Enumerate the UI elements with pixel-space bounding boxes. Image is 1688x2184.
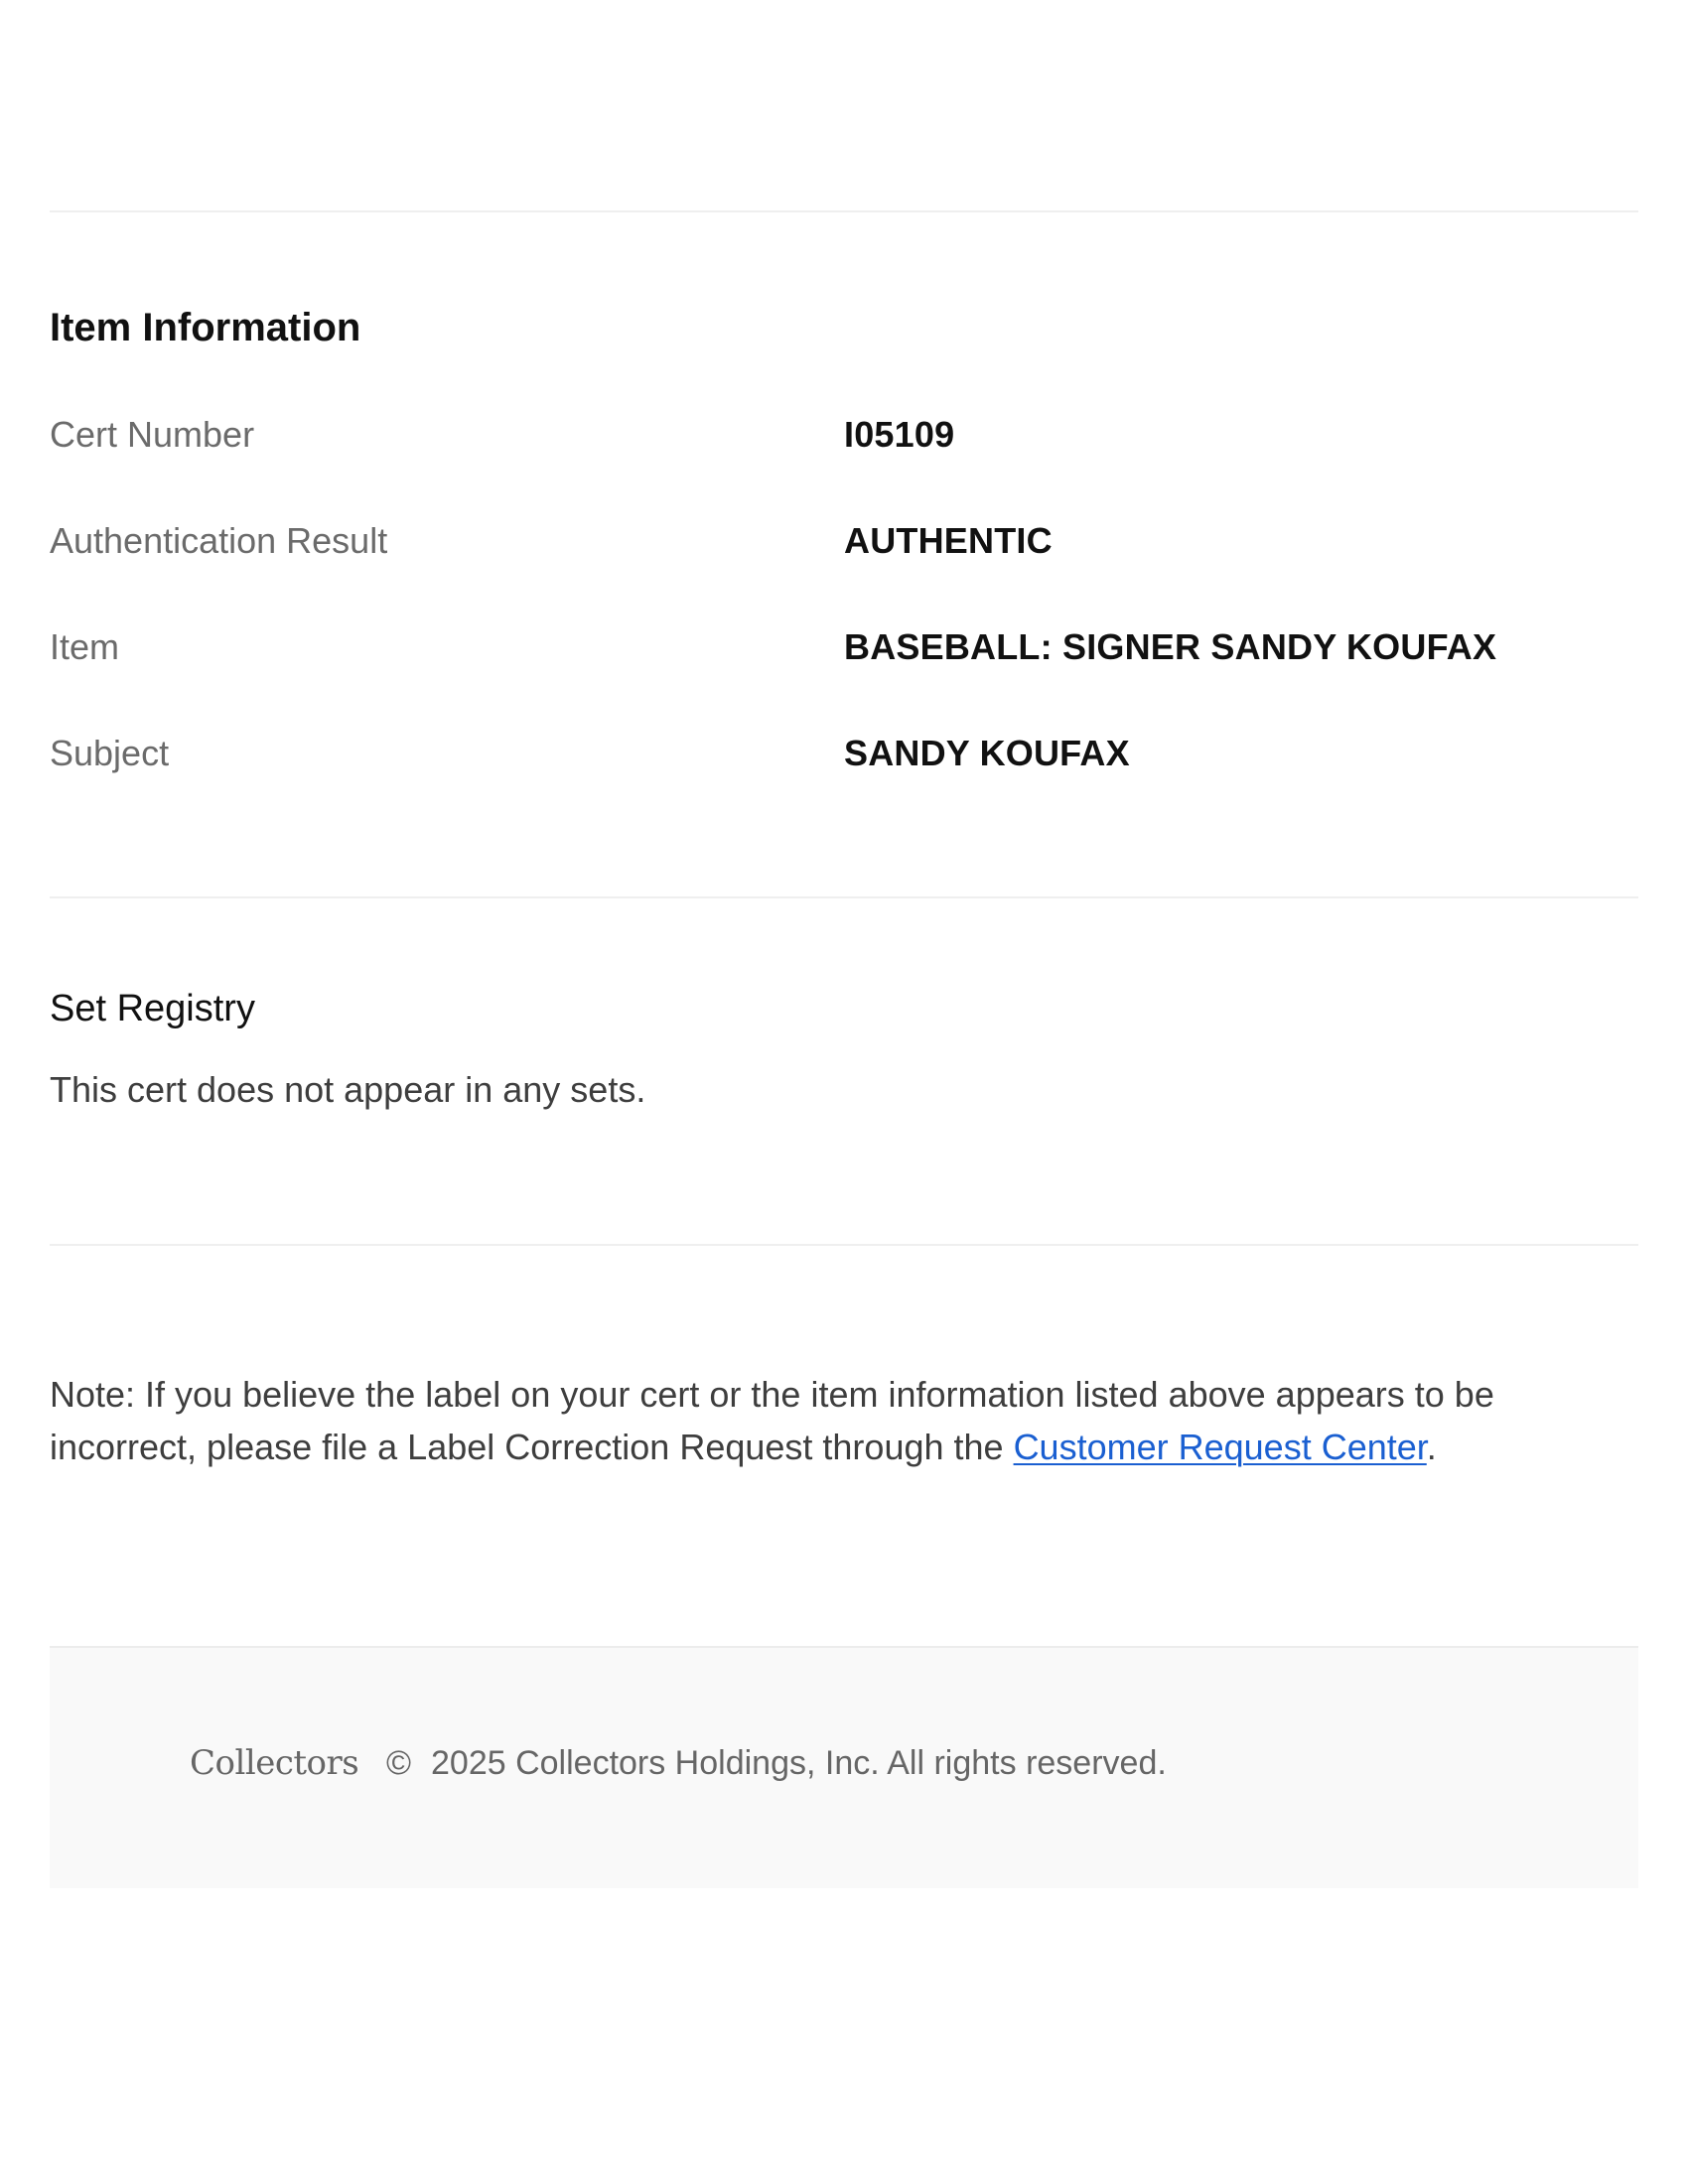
section-divider — [50, 1244, 1638, 1246]
top-divider — [50, 210, 1638, 212]
authentication-result-value: AUTHENTIC — [844, 520, 1053, 561]
note-text-end: . — [1426, 1427, 1437, 1467]
info-label: Authentication Result — [50, 520, 388, 561]
cert-number-value: I05109 — [844, 414, 955, 455]
customer-request-center-link[interactable]: Customer Request Center — [1013, 1427, 1427, 1467]
section-divider — [50, 896, 1638, 898]
correction-note — [50, 1368, 1638, 1473]
set-registry-text: This cert does not appear in any sets. — [50, 1069, 646, 1110]
copyright-icon: © — [386, 1744, 412, 1782]
footer — [50, 1646, 1638, 1888]
info-row-subject — [50, 730, 1638, 777]
copyright-text: 2025 Collectors Holdings, Inc. All rights reserved. — [431, 1744, 1167, 1782]
item-information-title: Item Information — [50, 306, 361, 349]
subject-value: SANDY KOUFAX — [844, 733, 1130, 773]
info-row-item — [50, 623, 1638, 671]
info-row-authentication-result — [50, 517, 1638, 565]
info-label: Item — [50, 626, 120, 667]
note-text: Note: If you believe the label on your cert or the item information listed above appears to be incorrect, please file a Label Correction Request through the — [50, 1374, 1494, 1467]
collectors-logo[interactable]: Collectors — [190, 1743, 359, 1783]
info-row-cert-number — [50, 411, 1638, 459]
info-label: Subject — [50, 733, 170, 773]
item-value: BASEBALL: SIGNER SANDY KOUFAX — [844, 626, 1497, 667]
info-label: Cert Number — [50, 414, 255, 455]
set-registry-title: Set Registry — [50, 988, 255, 1029]
